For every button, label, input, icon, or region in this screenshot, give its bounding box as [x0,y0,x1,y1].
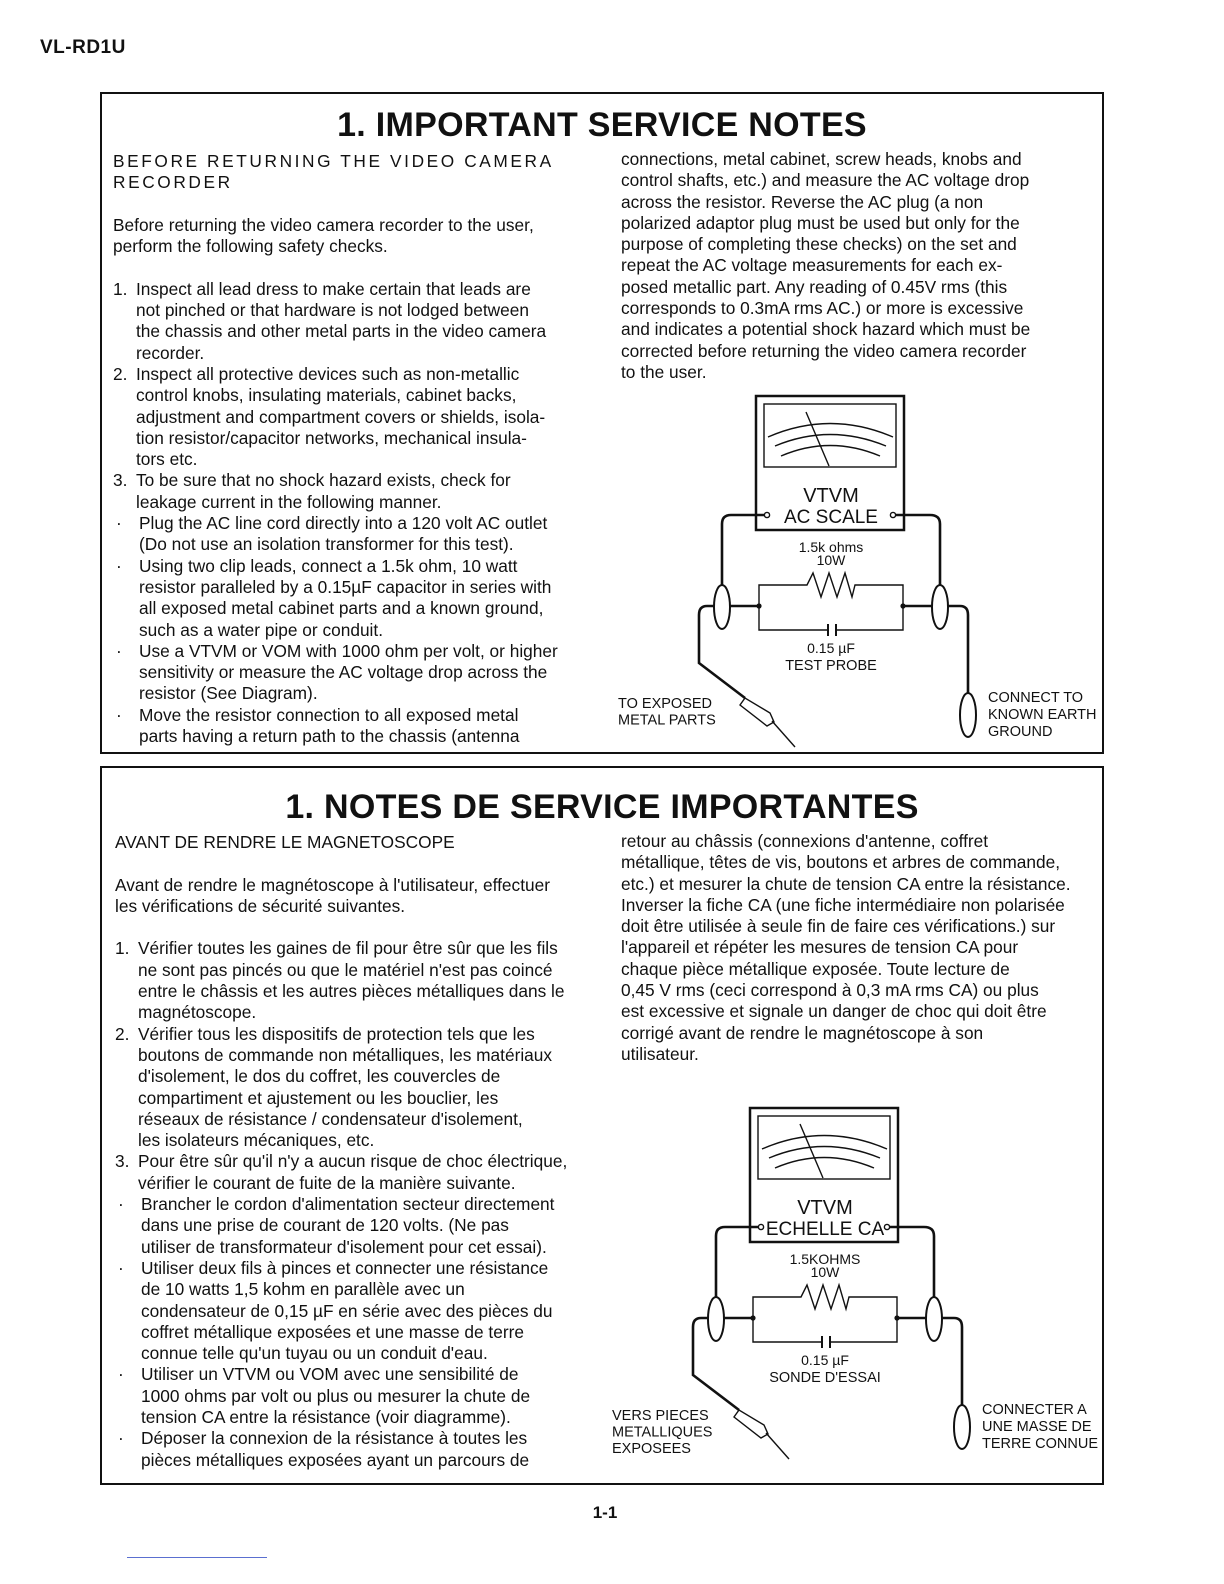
text-line: and indicates a potential shock hazard which must be [621,319,1031,340]
ground-destination-label: CONNECTER A [982,1402,1087,1418]
ground-clip-icon [954,1405,970,1449]
text-line: polarized adaptor plug must be used but only for the [621,212,1020,233]
meter-needle [806,412,829,466]
numbered-item [113,364,578,470]
list-marker: · [116,513,122,534]
text-line: resistor paralleled by a 0.15µF capacitor in series with [139,576,552,597]
text-line: connections, metal cabinet, screw heads, knobs and [621,149,1022,169]
text-line: métallique, têtes de vis, boutons et arbres de commande, [621,852,1060,873]
leakage-test-diagram [610,385,1110,755]
junction-dot [894,1315,899,1320]
left-column [113,151,578,747]
lead-wire [716,1227,758,1297]
divider-line [127,1557,267,1558]
text-line: dans une prise de courant de 120 volts. (Ne pas [141,1215,509,1236]
list-marker: 2. [115,1023,130,1044]
text-line: les isolateurs mécaniques, etc. [138,1130,375,1151]
text-line: utiliser de transformateur d'isolement pour cet essai). [141,1236,547,1257]
text-line: Before returning the video camera recorder to the user, [113,214,534,235]
text-line: across the resistor. Reverse the AC plug (a non [621,191,984,212]
paragraph [621,831,1091,1065]
dial-scale-arc [769,1147,880,1159]
lead-wire [722,515,764,585]
capacitor-value-label: 0.15 µF [801,1352,849,1368]
paragraph [115,832,580,853]
test-probe-icon [734,1410,768,1438]
text-line: utilisateur. [621,1043,699,1064]
text-line: d'isolement, le dos du coffret, les couvercles de [138,1066,501,1087]
text-line: (Do not use an isolation transformer for this test). [139,534,514,555]
text-line: control shafts, etc.) and measure the AC voltage drop [621,170,1030,191]
text-line: corrected before returning the video camera recorder [621,340,1027,361]
junction-dot [750,1315,755,1320]
clip-lead-icon [708,1297,724,1341]
resistor-icon [759,573,903,606]
text-line: vérifier le courant de fuite de la manière suivante. [138,1172,516,1193]
list-marker: · [116,704,122,725]
text-line: ne sont pas pincés ou que le matériel n'est pas coincé [138,959,553,980]
text-line: condensateur de 0,15 µF en série avec des pièces du [141,1300,553,1321]
text-line: tion resistor/capacitor networks, mechanical insula- [136,427,527,448]
probe-destination-label: METALLIQUES [612,1424,713,1441]
text-line: est excessive et signale un danger de choc qui doit être [621,1001,1047,1022]
clip-lead-icon [926,1297,942,1341]
paragraph [115,875,580,918]
page-number: 1-1 [592,1503,618,1522]
text-line: Brancher le cordon d'alimentation secteur directement [141,1194,555,1215]
meter-terminal [890,512,895,517]
capacitor-wire [759,606,903,630]
spacer [113,194,578,215]
spacer [115,917,580,938]
bullet-item [113,705,578,748]
text-line: Using two clip leads, connect a 1.5k ohm, 10 watt [139,555,518,576]
lead-wire [890,1227,934,1297]
clip-lead-icon [932,585,948,629]
dial-scale-arc [775,1158,874,1169]
dial-scale-arc [775,435,886,447]
meter-name-label: VTVM [797,1197,853,1219]
capacitor-wire [753,1318,897,1342]
bullet-item [115,1364,580,1428]
junction-dot [756,603,761,608]
test-probe-label: SONDE D'ESSAI [769,1370,881,1386]
text-line: boutons de commande non métalliques, les matériaux [138,1044,553,1065]
text-line: tors etc. [136,449,198,470]
ground-destination-label: GROUND [988,724,1053,740]
meter-terminal [884,1224,889,1229]
ground-destination-label: KNOWN EARTH [988,707,1097,723]
meter-terminal [758,1224,763,1229]
right-column [621,149,1091,383]
bullet-item [113,556,578,641]
probe-destination-label: METAL PARTS [618,712,716,729]
clip-lead-icon [714,585,730,629]
text-line: all exposed metal cabinet parts and a known ground, [139,598,544,619]
meter-needle [800,1124,823,1178]
meter-scale-label: AC SCALE [784,507,878,528]
text-line: repeat the AC voltage measurements for each ex- [621,255,1003,276]
probe-tip [772,721,795,747]
list-marker: 3. [113,470,128,491]
text-line: adjustment and compartment covers or shields, isola- [136,406,546,427]
spacer [115,853,580,874]
ground-destination-label: TERRE CONNUE [982,1436,1099,1452]
text-line: recorder. [136,342,205,363]
spacer [113,257,578,278]
text-line: coffret métallique exposées et une masse de terre [141,1321,524,1342]
text-line: leakage current in the following manner. [136,491,442,512]
text-line: RECORDER [113,172,233,193]
text-line: To be sure that no shock hazard exists, check for [136,470,511,491]
meter-dial [758,1116,890,1179]
left-column [115,832,580,1471]
text-line: tension CA entre la résistance (voir diagramme). [141,1407,511,1428]
probe-destination-label: EXPOSEES [612,1441,691,1457]
test-probe-icon [740,698,774,726]
list-marker: 3. [115,1151,130,1172]
text-line: to the user. [621,361,707,382]
numbered-item [113,470,578,513]
resistor-icon [753,1285,897,1318]
model-number: VL-RD1U [40,37,126,58]
ground-clip-icon [960,693,976,737]
bullet-item [115,1194,580,1258]
probe-tip [766,1433,789,1459]
text-line: les vérifications de sécurité suivantes. [115,895,406,916]
text-line: Déposer la connexion de la résistance à toutes les [141,1428,528,1449]
list-marker: · [116,555,122,576]
dial-scale-arc [781,446,880,457]
numbered-item [115,938,580,1023]
text-line: Inspect all protective devices such as non-metallic [136,363,520,384]
list-marker: · [116,640,122,661]
meter-dial [764,404,896,467]
subheading [113,151,578,194]
text-line: parts having a return path to the chassis (antenna [139,726,520,747]
ground-destination-label: CONNECT TO [988,690,1084,706]
text-line: Inverser la fiche CA (une fiche intermédiaire non polarisée [621,894,1065,915]
ground-wire [948,606,968,693]
section-title: 1. IMPORTANT SERVICE NOTES [337,106,867,144]
resistor-power-label: 10W [816,552,846,568]
text-line: entre le châssis et les autres pièces métalliques dans le [138,981,565,1002]
text-line: not pinched or that hardware is not lodged between [136,300,529,321]
text-line: Utiliser un VTVM ou VOM avec une sensibilité de [141,1364,519,1385]
text-line: BEFORE RETURNING THE VIDEO CAMERA [113,151,554,171]
lead-wire [896,515,940,585]
numbered-item [113,279,578,364]
meter-terminal [764,512,769,517]
text-line: such as a water pipe or conduit. [139,619,383,640]
text-line: resistor (See Diagram). [139,683,318,704]
text-line: Move the resistor connection to all exposed metal [139,704,519,725]
text-line: 0,45 V rms (ceci correspond à 0,3 mA rms CA) ou plus [621,980,1039,1001]
list-marker: 2. [113,363,128,384]
list-marker: 1. [113,278,128,299]
resistor-power-label: 10W [810,1264,840,1280]
text-line: retour au châssis (connexions d'antenne, coffret [621,831,989,851]
text-line: 1000 ohms par volt ou plus ou mesurer la chute de [141,1385,531,1406]
list-marker: · [118,1194,124,1215]
text-line: sensitivity or measure the AC voltage drop across the [139,662,548,683]
probe-destination-label: VERS PIECES [612,1408,709,1424]
text-line: réseaux de résistance / condensateur d'isolement, [138,1108,523,1129]
capacitor-value-label: 0.15 µF [807,640,855,656]
list-marker: · [118,1428,124,1449]
text-line: corrigé avant de rendre le magnétoscope à son [621,1022,984,1043]
text-line: l'appareil et répéter les mesures de tension CA pour [621,937,1019,958]
text-line: Vérifier tous les dispositifs de protection tels que les [138,1023,535,1044]
text-line: Vérifier toutes les gaines de fil pour être sûr que les fils [138,938,558,959]
list-marker: · [118,1364,124,1385]
bullet-item [113,513,578,556]
list-marker: 1. [115,938,130,959]
meter-name-label: VTVM [803,485,859,507]
test-probe-label: TEST PROBE [785,658,877,674]
meter-scale-label: ECHELLE CA [765,1219,885,1240]
right-column [621,831,1091,1065]
bullet-item [115,1258,580,1364]
text-line: AVANT DE RENDRE LE MAGNETOSCOPE [115,832,455,852]
text-line: Use a VTVM or VOM with 1000 ohm per volt, or higher [139,640,558,661]
text-line: Avant de rendre le magnétoscope à l'utilisateur, effectuer [115,874,550,895]
resistor-value-label: 1.5k ohms [798,539,864,555]
leakage-test-diagram [604,1097,1114,1467]
numbered-item [115,1151,580,1194]
text-line: etc.) et mesurer la chute de tension CA entre la résistance. [621,873,1071,894]
probe-wire [693,1318,739,1410]
resistor-value-label: 1.5KOHMS [789,1251,861,1267]
bullet-item [113,641,578,705]
text-line: purpose of completing these checks) on the set and [621,234,1017,255]
bullet-item [115,1428,580,1471]
section-title: 1. NOTES DE SERVICE IMPORTANTES [285,788,919,826]
paragraph [113,215,578,258]
text-line: Utiliser deux fils à pinces et connecter une résistance [141,1257,549,1278]
text-line: the chassis and other metal parts in the video camera [136,321,547,342]
probe-wire [699,606,745,698]
text-line: corresponds to 0.3mA rms AC.) or more is excessive [621,298,1024,319]
text-line: control knobs, insulating materials, cabinet backs, [136,385,517,406]
text-line: Pour être sûr qu'il n'y a aucun risque de choc électrique, [138,1151,568,1172]
text-line: perform the following safety checks. [113,236,388,257]
text-line: Inspect all lead dress to make certain that leads are [136,278,531,299]
text-line: chaque pièce métallique exposée. Toute lecture de [621,958,1010,979]
text-line: connue telle qu'un tuyau ou un conduit d'eau. [141,1343,488,1364]
paragraph [621,149,1091,383]
ground-wire [942,1318,962,1405]
text-line: doit être utilisée à seule fin de faire ces vérifications.) sur [621,916,1056,937]
probe-destination-label: TO EXPOSED [618,696,713,712]
ground-destination-label: UNE MASSE DE [982,1419,1092,1435]
numbered-item [115,1024,580,1152]
text-line: pièces métalliques exposées ayant un parcours de [141,1449,530,1470]
text-line: compartiment et ajustement ou les bouclier, les [138,1087,499,1108]
text-line: de 10 watts 1,5 kohm en parallèle avec un [141,1279,465,1300]
text-line: magnétoscope. [138,1002,257,1023]
junction-dot [900,603,905,608]
list-marker: · [118,1257,124,1278]
text-line: posed metallic part. Any reading of 0.45V rms (this [621,276,1008,297]
text-line: Plug the AC line cord directly into a 120 volt AC outlet [139,513,548,534]
